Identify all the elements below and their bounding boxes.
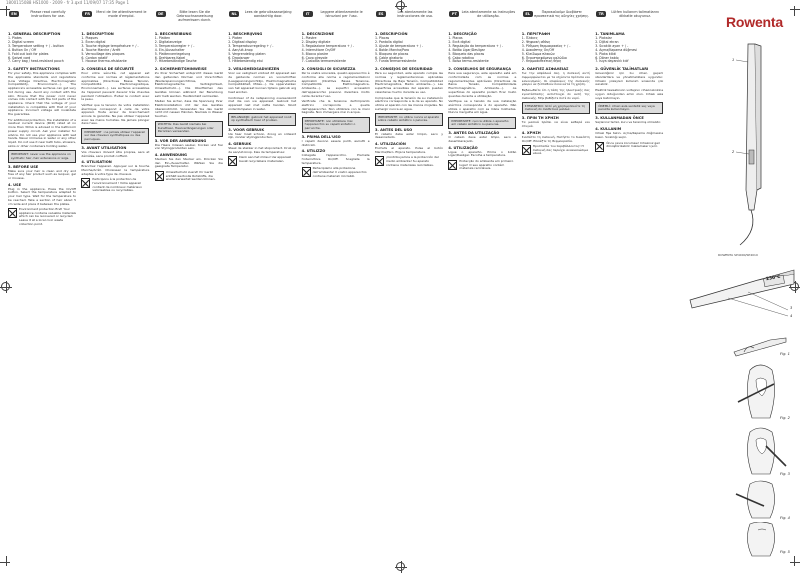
recycling-text: Protecção do ambiente em primeiro lugar! O seu aparelho contém materiais recicláveis. bbox=[459, 159, 514, 171]
language-column bbox=[520, 10, 592, 558]
crossed-bin-icon bbox=[155, 171, 164, 181]
parts-list-item: 3. Regolazione temperatura + / - bbox=[301, 43, 355, 48]
crossed-bin-icon bbox=[81, 178, 90, 188]
section-text: Cihazı fişe takın. Açma/Kapama düğmesine basın. Sıcaklığı seçin. bbox=[595, 131, 664, 139]
language-column bbox=[153, 10, 225, 558]
recycling-notice bbox=[8, 208, 76, 226]
section-text: Zu Ihrer Sicherheit entspricht dieses Gerät den geltenden Normen und Vorschriften (Niederspannungsrichtlinie, Elektromagnetische Verträglichkeit, Umweltschutz...). Die Oberflächen des Gerätes können während der Benutzung sehr heiß werden. Hautkontakt vermeiden. bbox=[154, 71, 223, 98]
section-title: 3. ΠΡΙΝ ΤΗ ΧΡΗΣΗ bbox=[521, 116, 559, 121]
section-text: Verifique se a tensão da sua instalação eléctrica corresponde à do aparelho. Não utilize o aparelho com as mãos molhadas. Nunca mergulhe em água. bbox=[448, 99, 517, 115]
warning-text: IMPORTANTE: non utilizzare mai l'apparecchio su capelli sintetici o parrucche. bbox=[304, 118, 356, 130]
section-title: 2. GÜVENLİK TALİMATLARI bbox=[595, 67, 649, 72]
section-text: Stecken Sie den Stecker ein. Drücken Sie den Ein-/Ausschalter. Wählen Sie die geeignete Temperatur. bbox=[154, 156, 223, 169]
figure-label: 4 bbox=[790, 314, 793, 318]
section-title: 2. SAFETY INSTRUCTIONS bbox=[8, 67, 60, 72]
column-header bbox=[155, 10, 223, 30]
parts-list bbox=[228, 37, 296, 64]
fig2-illustration bbox=[730, 362, 790, 422]
section-text: For additional protection, the installation of a residual current device (RCD) rated at no more than 30mA is advised in the bathroom power supply circuit. Ask your installer for advice. Do not use your appliance with wet hands. Never immerse in water or any other liquid. Do not use it near bath tubs, showers, sinks or other containers holding water. bbox=[8, 117, 76, 148]
parts-list-item: 3. Ajuste de temperatura + / - bbox=[375, 43, 424, 48]
section-title: 1. DESCRIZIONE bbox=[301, 32, 334, 36]
warning-text: IMPORTANTE: no utilice nunca el aparato sobre cabello sintético o pelucas. bbox=[378, 114, 440, 123]
parts-list-item: 3. Temperaturregler + / - bbox=[154, 43, 195, 48]
illustration-panel bbox=[668, 10, 796, 560]
warning-text: ÖNEMLİ: cihazı asla sentetik saç veya perukta kullanmayın. bbox=[598, 103, 655, 112]
section-title: 3. ANTES DA UTILIZAÇÃO bbox=[448, 131, 500, 136]
section-title: 4. UTILIZACIÓN bbox=[375, 141, 406, 146]
section-title: 1. BESCHREIBUNG bbox=[154, 32, 192, 36]
section-title: 1. BESCHRIJVING bbox=[228, 32, 263, 36]
crossed-bin-icon bbox=[375, 156, 384, 166]
column-caption: Please read carefully instructions for use. bbox=[30, 10, 66, 18]
warning-box bbox=[302, 117, 370, 133]
fig3-illustration bbox=[730, 426, 790, 476]
parts-list bbox=[375, 37, 443, 64]
parts-list bbox=[8, 37, 76, 64]
section-title: 4. GEBRUIK bbox=[228, 141, 252, 146]
parts-list-item: 5. Bloqueio das placas bbox=[448, 51, 485, 56]
section-text: Για την ασφάλειά σας, η συσκευή αυτή συμμορφώνεται με τα ισχύοντα πρότυπα και κανονισμούς. Οι επιφάνειες της συσκευής μπορεί να ζεσταθούν πολύ κατά τη χρήση. bbox=[521, 71, 590, 87]
crop-mark bbox=[0, 562, 10, 563]
parts-list-item: 3. Temperature setting + / - button bbox=[8, 43, 64, 48]
column-caption: Merci de lire attentivement le mode d'emploi. bbox=[96, 10, 147, 18]
warning-box bbox=[81, 128, 149, 144]
parts-list bbox=[155, 37, 223, 64]
section-text: Stellen Sie sicher, dass die Spannung Ihrer Elektroinstallation mit der des Gerätes übereinstimmt. Verwenden Sie das Gerät nicht mit nassen Händen. Niemals in Wasser tauchen. bbox=[154, 99, 223, 119]
recycling-notice bbox=[522, 145, 590, 156]
parts-list-item: 4. Botón Marcha/Paro bbox=[375, 47, 410, 52]
section-text: Make sure your hair is clean and dry and free of any hair product such as lacquer, gel or mousse. bbox=[8, 168, 76, 180]
parts-list-item: 4. Touche Marche / Arrêt bbox=[81, 47, 121, 52]
section-text: Controleer of de netspanning overeenkomt met die van uw apparaat. Gebruik het apparaat niet met natte handen. Nooit onderdompelen in water. bbox=[228, 95, 297, 111]
figure-label: Fig. 2 bbox=[780, 416, 790, 420]
parts-list-item: 1. Plakalar bbox=[595, 36, 612, 40]
recycling-text: Denk aan het milieu! Uw apparaat bevat recyclebare materialen. bbox=[239, 155, 291, 163]
language-badge: FR bbox=[82, 11, 92, 17]
section-title: 3. VOR DER ANWENDUNG bbox=[154, 138, 207, 143]
section-title: 2. CONSELHOS DE SEGURANÇA bbox=[448, 67, 512, 72]
section-title: 4. KULLANIM bbox=[595, 127, 622, 132]
recycling-text: Partecipiamo alla protezione dell'ambiente! Il vostro apparecchio contiene materiali riciclabili. bbox=[312, 166, 367, 178]
column-header bbox=[375, 10, 443, 30]
parts-list-item: 3. Ρύθμιση θερμοκρασίας + / - bbox=[521, 43, 571, 48]
warning-box bbox=[155, 121, 223, 137]
parts-list-item: 2. Display digitale bbox=[301, 39, 331, 44]
section-text: Συνδέστε τη συσκευή. Πατήστε το διακόπτη On/Off. Επιλέξτε τη θερμοκρασία. bbox=[521, 134, 590, 143]
crossed-bin-icon bbox=[522, 145, 531, 155]
section-text: Compruebe que la tensión de su instalación eléctrica corresponde a la de su aparato. No utilice el aparato con las manos mojadas. No sumergir nunca en agua. bbox=[375, 95, 443, 111]
section-text: El cabello debe estar limpio, seco y desenredado. bbox=[375, 131, 443, 140]
parts-list-item: 2. Digital screen bbox=[8, 39, 35, 44]
section-text: Enchufe el aparato. Pulse el botón Marcha/Paro. Elija la temperatura. bbox=[375, 145, 443, 154]
parts-list-item: 4. Botão Ligar/Desligar bbox=[448, 47, 485, 52]
parts-list-item: 3. Touche réglage température + / - bbox=[81, 43, 139, 48]
section-text: Para su seguridad, este aparato cumple las normas y reglamentaciones aplicables (Directivas de Baja Tensión, Compatibilidad Electromagnética, Medio ambiente...). Las superficies accesibles del aparato pueden calentarse mucho durante su uso. bbox=[375, 71, 443, 94]
section-title: 2. CONSEILS DE SÉCURITÉ bbox=[81, 67, 135, 72]
figure-label: Fig. 4 bbox=[780, 516, 790, 520]
figure-label: Fig. 5 bbox=[780, 550, 790, 554]
column-header bbox=[81, 10, 149, 30]
section-text: For your safety, this appliance complies with the applicable standards and regulations (Low Voltage Directive, Electromagnetic Compatibility, Environment...). The appliance's accessible surfaces can get very hot during use. Avoid any contact with the skin. Ensure that the power cord never comes into contact with the hot parts of the appliance. Check that the voltage of your installation is compatible with that of your appliance. Incorrect voltage will invalidate the guarantee. bbox=[8, 71, 76, 117]
parts-list-item: 4. Διακόπτης On/Off bbox=[521, 47, 555, 52]
device-caption: ROWENTA SP4000/SP4010 bbox=[718, 253, 758, 257]
section-title: 1. ΠΕΡΙΓΡΑΦΗ bbox=[521, 32, 551, 36]
section-text: Plug in the appliance. Press the On/Off button. Select the temperature adapted to your hair type. Wait for the temperature to be reached. Take a section of hair about 5 cm wide and place it between the plates. bbox=[8, 186, 76, 206]
section-text: Die Haare müssen sauber, trocken und frei von Stylingprodukten sein. bbox=[154, 142, 223, 151]
recycling-text: Προστασία του περιβάλλοντος! Η συσκευή σας περιέχει ανακυκλώσιμα υλικά. bbox=[532, 144, 589, 156]
column-header bbox=[302, 10, 370, 30]
parts-list-item: 1. Piastre bbox=[301, 36, 317, 40]
warning-box bbox=[595, 102, 663, 114]
parts-list-item: 2. Pantalla digital bbox=[375, 39, 403, 44]
section-text: I capelli devono essere puliti, asciutti e districati. bbox=[301, 138, 370, 147]
column-header bbox=[228, 10, 296, 30]
registration-mark bbox=[396, 562, 405, 571]
section-title: 4. ANWENDUNG bbox=[154, 152, 187, 157]
warning-box bbox=[448, 117, 516, 129]
parts-list-item: 2. Écran digital bbox=[81, 39, 106, 44]
parts-list-item: 5. Κλείδωμα πλακών bbox=[521, 51, 555, 56]
section-title: 2. CONSIGLI DI SICUREZZA bbox=[301, 67, 356, 72]
language-badge: ES bbox=[376, 11, 386, 17]
section-text: Vérifiez que la tension de votre installation électrique correspond à celle de votre appareil. Toute erreur de branchement annule la garantie. Ne pas utiliser l'appareil avec les mains humides. Ne jamais plonger dans l'eau. bbox=[81, 102, 150, 126]
parts-list-item: 3. Regulação da temperatura + / - bbox=[448, 43, 504, 48]
figure-label: 3 bbox=[790, 306, 793, 310]
fig4-illustration bbox=[730, 480, 790, 520]
parts-list-item: 7. Isıya dayanıklı kılıf bbox=[595, 59, 629, 64]
language-column bbox=[300, 10, 372, 558]
warning-text: WICHTIG: Das Gerät niemals bei Kunsthaar, Haarverlängerungen oder Perücken verwenden. bbox=[157, 122, 214, 134]
section-text: Steek de stekker in het stopcontact. Druk op de aan/uit-knop. Kies de temperatuur. bbox=[228, 145, 297, 154]
warning-text: IMPORTANT : ne jamais utiliser l'appareil sur des cheveux synthétiques ou des perruques. bbox=[84, 129, 146, 141]
section-title: 1. DESCRIPTION bbox=[81, 32, 114, 36]
parts-list-item: 1. Plates bbox=[8, 36, 22, 40]
language-badge: EL bbox=[523, 11, 533, 17]
section-text: Voor uw veiligheid voldoet dit apparaat aan de geldende normen en voorschriften (Laagspanningsrichtlijn, Elektromagnetische Compatibiliteit, Milieu...). De oppervlakken van het apparaat kunnen tijdens gebruik erg heet worden. bbox=[228, 71, 297, 94]
section-title: 2. CONSEJOS DE SEGURIDAD bbox=[375, 67, 433, 72]
warning-text: BELANGRIJK: gebruik het apparaat nooit op synthetisch haar of pruiken. bbox=[231, 114, 292, 123]
parts-list-item: 7. Carry bag / heat-resistant pouch bbox=[8, 59, 64, 64]
parts-list-item: 6. Draaisnoer bbox=[228, 55, 250, 60]
recycling-notice bbox=[595, 142, 663, 152]
language-column bbox=[593, 10, 665, 558]
parts-list-item: 2. Dijital ekran bbox=[595, 39, 619, 44]
display-readout: 230°C bbox=[765, 274, 781, 283]
recycling-text: Environment protection first! Your appliance contains valuable materials which can be recovered or recycled. Leave it at a local civic waste collection point. bbox=[19, 207, 76, 226]
crossed-bin-icon bbox=[595, 142, 604, 152]
section-title: 3. ANTES DEL USO bbox=[375, 127, 413, 132]
warning-text: IMPORTANTE: nunca utilize o aparelho em cabelo sintético ou perucas. bbox=[451, 118, 509, 127]
section-text: Verificate che la tensione dell'impianto elettrico corrisponda a quella dell'apparecchio. Non utilizzare con le mani bagnate. Non immergere mai in acqua. bbox=[301, 99, 370, 115]
parts-list bbox=[448, 37, 516, 64]
section-title: 3. PRIMA DELL'USO bbox=[301, 134, 341, 139]
parts-list-item: 2. Digitaal display bbox=[228, 39, 257, 44]
recycling-notice bbox=[375, 156, 443, 167]
parts-list-item: 5. Bloqueo de placas bbox=[375, 51, 409, 56]
parts-list-item: 7. Hitzebeständige Tasche bbox=[154, 59, 197, 64]
parts-list-item: 7. Θερμοανθεκτική θήκη bbox=[521, 59, 562, 64]
parts-list-item: 5. Plaka kilidi bbox=[595, 51, 617, 56]
recycling-text: ¡Contribuyamos a la protección del medio ambiente! Su aparato contiene materiales reciclables. bbox=[386, 155, 439, 167]
section-text: Para sua segurança, este aparelho está em conformidade com as normas e regulamentações aplicáveis (Directivas de Baixa Tensão, Compatibilidade Electromagnética, Ambiente...). As superfícies do aparelho podem ficar muito quentes durante a utilização. bbox=[448, 71, 517, 98]
column-caption: Lütfen kullanım talimatlarını dikkatle okuyunuz. bbox=[611, 10, 660, 18]
section-title: 2. VEILIGHEIDSADVIEZEN bbox=[228, 67, 280, 72]
parts-list-item: 5. Verrouillage des plaques bbox=[81, 51, 125, 56]
section-title: 4. UTILISATION bbox=[81, 160, 112, 165]
language-badge: DE bbox=[156, 11, 166, 17]
parts-list-item: 7. Hittebestendig etui bbox=[228, 59, 263, 64]
figure-label: 2 bbox=[732, 150, 735, 154]
recycling-notice bbox=[81, 178, 149, 192]
language-badge: EN bbox=[9, 11, 19, 17]
language-badge: IT bbox=[303, 11, 313, 17]
parts-list-item: 7. Funda termorresistente bbox=[375, 59, 417, 64]
language-column bbox=[446, 10, 518, 558]
crossed-bin-icon bbox=[228, 156, 237, 166]
warning-box bbox=[228, 113, 296, 125]
straightener-illustration bbox=[728, 40, 778, 250]
section-title: 4. UTILIZAÇÃO bbox=[448, 145, 478, 150]
column-header bbox=[448, 10, 516, 30]
parts-list-item: 4. Ein-/Ausschalter bbox=[154, 47, 185, 52]
parts-list-item: 5. Plattenverriegelung bbox=[154, 51, 191, 56]
crossed-bin-icon bbox=[8, 208, 17, 218]
parts-list-item: 6. Περιστρεφόμενο καλώδιο bbox=[521, 55, 567, 60]
language-badge: PT bbox=[449, 11, 459, 17]
recycling-text: Önce çevre koruması! Cihazınız geri dönüştürülebilir malzemeler içerir. bbox=[606, 140, 661, 149]
section-title: 3. VOOR GEBRUIK bbox=[228, 127, 265, 132]
recycling-notice bbox=[302, 167, 370, 178]
section-text: Pour votre sécurité, cet appareil est conforme aux normes et réglementations applicables (Directives Basse Tension, Compatibilité Electromagnétique, Environnement...). Les surfaces accessibles de l'appareil peuvent devenir très chaudes pendant l'utilisation. Évitez le contact avec la peau. bbox=[81, 71, 150, 102]
figure-label: 1 bbox=[732, 58, 735, 62]
parts-list bbox=[595, 37, 663, 64]
parts-list-item: 7. Housse thermo-résistante bbox=[81, 59, 127, 64]
column-caption: Leggere attentamente le istruzioni per l'uso. bbox=[320, 10, 363, 18]
recycling-notice bbox=[448, 160, 516, 171]
warning-box bbox=[8, 150, 76, 162]
parts-list-item: 6. Swivel cord bbox=[8, 55, 31, 60]
crossed-bin-icon bbox=[448, 160, 457, 170]
section-text: Βεβαιωθείτε ότι η τάση της ηλεκτρικής σας εγκατάστασης αντιστοιχεί σε αυτή της συσκευής. Μην βυθίζετε ποτέ σε νερό. bbox=[521, 88, 590, 100]
crop-mark bbox=[790, 562, 800, 563]
parts-list-item: 5. Vergrendeling platen bbox=[228, 51, 266, 56]
parts-list-item: 5. Fold out lock for plates bbox=[8, 51, 49, 56]
section-text: Elektrik tesisatınızın voltajının cihazınızınkine uygun olduğundan emin olun. Cihazı asla suya batırmayın. bbox=[595, 88, 664, 100]
column-header bbox=[8, 10, 76, 30]
section-text: Güvenliğiniz için bu cihaz, geçerli standartlara ve yönetmeliklere uygundur. Cihazın yüzeyleri kullanım sırasında çok ısınabilir. bbox=[595, 71, 664, 87]
language-column bbox=[226, 10, 298, 558]
section-title: 3. BEFORE USE bbox=[8, 164, 39, 169]
column-header bbox=[595, 10, 663, 30]
parts-list bbox=[81, 37, 149, 64]
section-text: Ligue o aparelho. Prima o botão Ligar/Desligar. Escolha a temperatura. bbox=[448, 149, 517, 158]
parts-list-item: 2. Digitalanzeige bbox=[154, 39, 182, 44]
section-title: 1. GENERAL DESCRIPTION bbox=[8, 32, 61, 36]
column-header bbox=[522, 10, 590, 30]
parts-list-item: 1. Πλάκες bbox=[521, 36, 538, 40]
section-text: Uw haar moet schoon, droog en ontward zijn, zonder stylingproducten. bbox=[228, 131, 297, 140]
section-text: Saçlarınız temiz, kuru ve taranmış olmalıdır. bbox=[595, 120, 662, 125]
parts-list-item: 1. Plaques bbox=[81, 36, 98, 40]
recycling-notice bbox=[228, 156, 296, 166]
parts-list-item: 6. Drehbares Kabel bbox=[154, 55, 186, 60]
section-text: Τα μαλλιά πρέπει να είναι καθαρά και στεγνά. bbox=[521, 120, 590, 129]
section-title: 1. TANIMLAMA bbox=[595, 32, 625, 36]
parts-list-item: 6. Cabo rotativo bbox=[448, 55, 474, 60]
parts-list-item: 7. Custodia termoresistente bbox=[301, 59, 347, 64]
section-text: O cabelo deve estar limpo, seco e desembaraçado. bbox=[448, 135, 517, 143]
column-caption: Bitte lesen Sie die Gebrauchsanweisung aufmerksam durch. bbox=[176, 10, 214, 22]
recycling-text: Participons à la protection de l'environnement ! Votre appareil contient de nombreux matériaux valorisables ou recyclables. bbox=[92, 177, 142, 193]
language-column bbox=[79, 10, 151, 558]
parts-list-item: 1. Platen bbox=[228, 36, 243, 40]
parts-list-item: 5. Blocco piastre bbox=[301, 51, 329, 56]
registration-mark bbox=[396, 1, 405, 10]
language-column bbox=[373, 10, 445, 558]
recycling-text: Umweltschutz zuerst! Ihr Gerät enthält wertvolle Rohstoffe, die wiederverwertet werden können. bbox=[165, 170, 216, 182]
parts-list-item: 1. Placas bbox=[375, 36, 390, 40]
language-badge: TR bbox=[596, 11, 606, 17]
section-title: 1. DESCRIPCIÓN bbox=[375, 32, 408, 36]
section-title: 4. USE bbox=[8, 182, 22, 187]
language-badge: NL bbox=[229, 11, 239, 17]
section-title: 2. ΟΔΗΓΙΕΣ ΑΣΦΑΛΕΙΑΣ bbox=[521, 67, 569, 72]
parts-list-item: 6. Döner kablo bbox=[595, 55, 619, 60]
warning-box bbox=[522, 102, 590, 114]
section-text: Vos cheveux doivent être propres, secs et démêlés, sans produit coiffant. bbox=[81, 149, 150, 158]
parts-list-item: 2. Ψηφιακή οθόνη bbox=[521, 39, 551, 44]
parts-list-item: 6. Cavo girevole bbox=[301, 55, 328, 60]
recycling-notice bbox=[155, 171, 223, 182]
section-title: 4. UTILIZZO bbox=[301, 149, 326, 154]
column-caption: Lees de gebruiksaanwijzing aandachtig door. bbox=[244, 10, 292, 18]
parts-list-item: 2. Ecrã digital bbox=[448, 39, 471, 44]
section-text: Collegate l'apparecchio. Premete l'interruttore On/Off. Scegliete la temperatura. bbox=[301, 153, 370, 165]
parts-list-item: 4. Button On / Off bbox=[8, 47, 37, 52]
parts-list-item: 1. Placas bbox=[448, 36, 463, 40]
column-caption: Leia atentamente as instruções de utilização. bbox=[461, 10, 516, 18]
parts-list-item: 6. Cordon rotatif bbox=[81, 55, 108, 60]
section-title: 1. DESCRIÇÃO bbox=[448, 32, 477, 36]
column-caption: Lea atentamente las instrucciones de uso. bbox=[397, 10, 433, 18]
section-title: 3. AVANT UTILISATION bbox=[81, 145, 127, 150]
parts-list-item: 3. Temperatuurregeling + / - bbox=[228, 43, 274, 48]
section-text: Per la vostra sicurezza, questo apparecchio è conforme alle norme e regolamentazioni applicabili (Direttive Bassa Tensione, Compatibilità Elettromagnetica, Ambiente...). Le superfici accessibili dell'apparecchio possono diventare molto calde durante l'uso. bbox=[301, 71, 370, 98]
section-title: 4. ΧΡΗΣΗ bbox=[521, 130, 541, 135]
section-text: Branchez l'appareil. Appuyez sur la touche Marche/Arrêt. Choisissez la température adaptée à votre type de cheveux. bbox=[81, 164, 150, 176]
straightener-closeup bbox=[688, 260, 796, 320]
parts-list-item: 6. Cable giratorio bbox=[375, 55, 403, 60]
figure-label: Fig. 3 bbox=[780, 472, 790, 476]
language-column bbox=[6, 10, 78, 558]
warning-text: IMPORTANT: never use the appliance on synthetic hair, hair extensions or wigs. bbox=[11, 151, 71, 160]
parts-list bbox=[522, 37, 590, 64]
parts-list-item: 4. Açma/Kapama düğmesi bbox=[595, 47, 637, 52]
brand-logo: Rowenta bbox=[726, 14, 783, 30]
parts-list-item: 3. Sıcaklık ayarı + / - bbox=[595, 43, 629, 48]
parts-list bbox=[302, 37, 370, 64]
column-caption: Παρακαλούμε διαβάστε προσεκτικά τις οδηγίες χρήσης. bbox=[534, 10, 590, 18]
parts-list-item: 1. Platten bbox=[154, 36, 171, 40]
section-title: 3. KULLANMADAN ÖNCE bbox=[595, 116, 644, 121]
parts-list-item: 4. Aan/uit-knop bbox=[228, 47, 253, 52]
parts-list-item: 4. Interruttore On/Off bbox=[301, 47, 336, 52]
crossed-bin-icon bbox=[302, 167, 311, 177]
figure-label: Fig. 1 bbox=[780, 352, 790, 356]
warning-box bbox=[375, 113, 443, 125]
parts-list-item: 7. Bolsa termo-resistente bbox=[448, 59, 489, 64]
section-title: 2. SICHERHEITSHINWEISE bbox=[154, 67, 207, 72]
print-header-strip: 1800115088 HS1000 - 2009 - fr 3.qxd 11/09/07 17:35 Page 1 bbox=[6, 0, 129, 5]
warning-text: ΣΗΜΑΝΤΙΚΟ: ποτέ μη χρησιμοποιείτε τη συσκευή σε συνθετικά μαλλιά. bbox=[524, 103, 586, 112]
